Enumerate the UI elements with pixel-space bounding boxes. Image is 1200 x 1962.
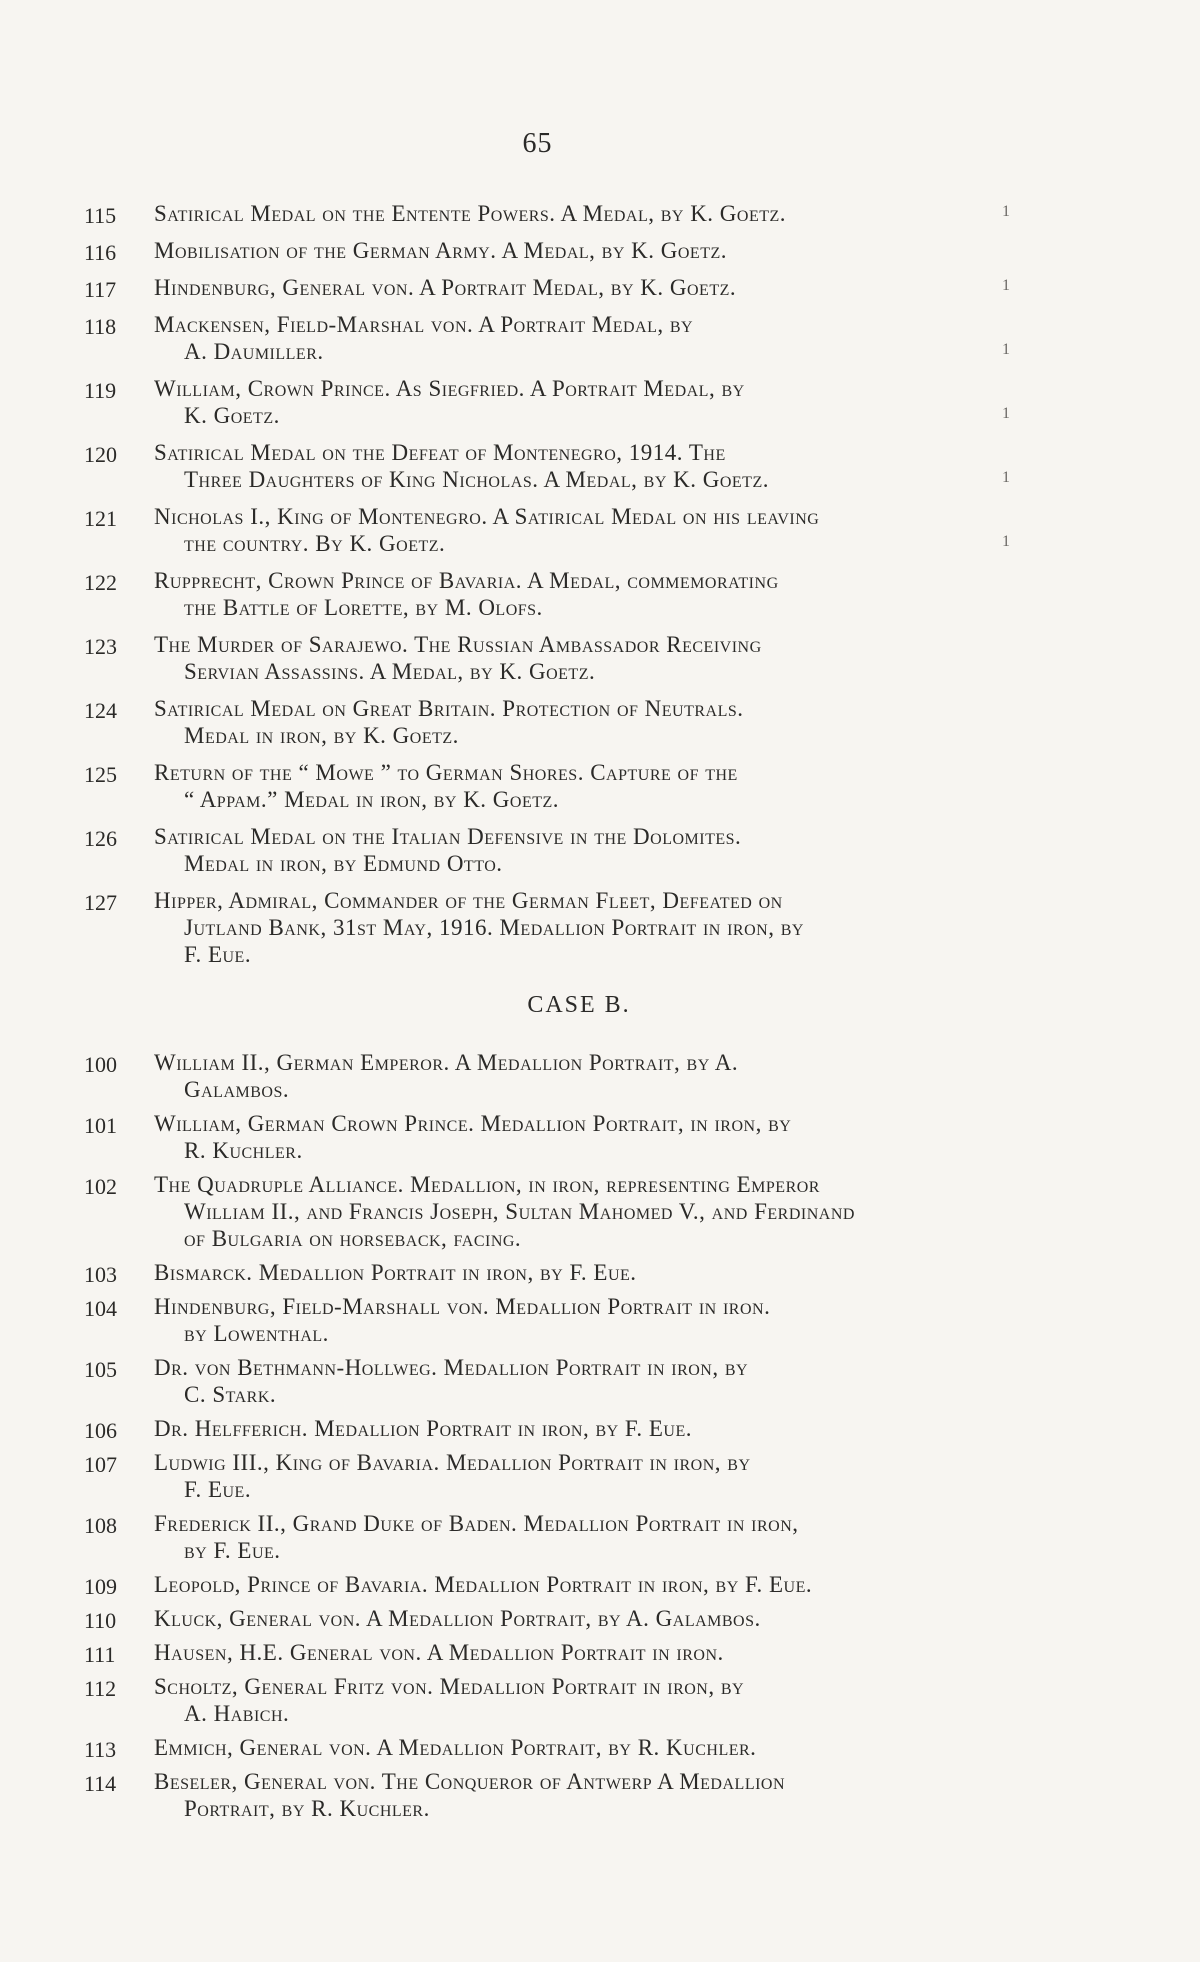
entry-line: the Battle of Lorette, by M. Olofs. xyxy=(184,595,543,620)
entry-number: 117 xyxy=(84,277,117,302)
margin-mark: 1 xyxy=(1002,341,1010,358)
entry-line: Dr. von Bethmann-Hollweg. Medallion Portrait in iron, by xyxy=(154,1355,749,1380)
entry-number: 100 xyxy=(84,1052,117,1077)
entry-line: A. Daumiller. xyxy=(184,339,324,364)
entry-line: “ Appam.” Medal in iron, by K. Goetz. xyxy=(184,787,560,812)
entry-description xyxy=(154,695,1004,749)
catalogue-entry xyxy=(84,631,1004,685)
catalogue-entry xyxy=(84,503,1010,557)
catalogue-entry xyxy=(84,311,1010,365)
catalogue-entry xyxy=(84,823,1004,877)
entry-line: Ludwig III., King of Bavaria. Medallion Portrait in iron, by xyxy=(154,1450,751,1475)
entry-number: 123 xyxy=(84,634,117,659)
entry-number: 126 xyxy=(84,826,117,851)
entry-number: 104 xyxy=(84,1296,117,1321)
entry-line: Servian Assassins. A Medal, by K. Goetz. xyxy=(184,659,596,684)
entry-description xyxy=(154,1734,1004,1761)
page-number: 65 xyxy=(522,128,553,159)
entry-line: Mobilisation of the German Army. A Medal, by K. Goetz. xyxy=(154,238,727,263)
entry-number: 112 xyxy=(84,1676,117,1701)
entry-number: 115 xyxy=(84,203,117,228)
entry-number: 121 xyxy=(84,506,117,531)
catalogue-entry xyxy=(84,695,1004,749)
entry-line: William, Crown Prince. As Siegfried. A Portrait Medal, by xyxy=(154,376,745,401)
margin-mark: 1 xyxy=(1002,469,1010,486)
entry-description xyxy=(154,1259,1004,1286)
entry-description xyxy=(154,759,1004,813)
entry-description xyxy=(154,823,1004,877)
catalogue-entry xyxy=(84,1734,1004,1761)
entry-description xyxy=(154,1449,1004,1503)
catalogue-entry xyxy=(84,1605,1004,1632)
entry-line: William, German Crown Prince. Medallion Portrait, in iron, by xyxy=(154,1111,792,1136)
entry-number: 106 xyxy=(84,1418,117,1443)
catalogue-entry xyxy=(84,1171,1004,1252)
entry-number: 124 xyxy=(84,698,117,723)
entry-line: William II., and Francis Joseph, Sultan Mahomed V., and Ferdinand xyxy=(184,1199,855,1224)
case-b-list xyxy=(84,1049,1004,1822)
entry-number: 103 xyxy=(84,1262,117,1287)
entry-description xyxy=(154,1639,1004,1666)
entry-line: Hipper, Admiral, Commander of the German Fleet, Defeated on xyxy=(154,888,783,913)
entry-number: 108 xyxy=(84,1513,117,1538)
entry-line: by F. Eue. xyxy=(184,1538,281,1563)
catalogue-entry xyxy=(84,375,1010,429)
catalogue-entry xyxy=(84,1571,1004,1598)
entry-description xyxy=(154,1571,1004,1598)
entry-line: Hindenburg, General von. A Portrait Medal, by K. Goetz. xyxy=(154,275,737,300)
catalogue-entry xyxy=(84,1354,1004,1408)
entry-number: 125 xyxy=(84,762,117,787)
entry-description xyxy=(154,200,1004,227)
entry-description xyxy=(154,375,1004,429)
entry-line: Dr. Helfferich. Medallion Portrait in iron, by F. Eue. xyxy=(154,1416,693,1441)
catalogue-entry xyxy=(84,1259,1004,1286)
catalogue-entry xyxy=(84,1639,1004,1666)
entry-line: F. Eue. xyxy=(184,942,252,967)
entry-line: R. Kuchler. xyxy=(184,1138,303,1163)
margin-mark: 1 xyxy=(1002,405,1010,422)
entry-description xyxy=(154,311,1004,365)
entry-line: Mackensen, Field-Marshal von. A Portrait Medal, by xyxy=(154,312,694,337)
entry-description xyxy=(154,1510,1004,1564)
catalogue-entry xyxy=(84,1449,1004,1503)
catalogue-entry xyxy=(84,237,1004,264)
catalogue-entries xyxy=(84,200,1010,1829)
catalogue-entry xyxy=(84,1510,1004,1564)
entry-description xyxy=(154,1768,1004,1822)
entry-description xyxy=(154,237,1004,264)
entry-description xyxy=(154,1605,1004,1632)
entry-line: Medal in iron, by Edmund Otto. xyxy=(184,851,503,876)
catalogue-entry xyxy=(84,1049,1004,1103)
entry-description xyxy=(154,439,1004,493)
entry-number: 101 xyxy=(84,1113,117,1138)
entry-line: Hindenburg, Field-Marshall von. Medallion Portrait in iron. xyxy=(154,1294,771,1319)
entry-number: 110 xyxy=(84,1608,117,1633)
entry-description xyxy=(154,1110,1004,1164)
entry-line: Kluck, General von. A Medallion Portrait, by A. Galambos. xyxy=(154,1606,761,1631)
catalogue-entry xyxy=(84,200,1010,228)
entry-line: K. Goetz. xyxy=(184,403,280,428)
entry-line: Galambos. xyxy=(184,1077,290,1102)
entry-line: Bismarck. Medallion Portrait in iron, by F. Eue. xyxy=(154,1260,637,1285)
catalogue-entry xyxy=(84,759,1004,813)
entry-description xyxy=(154,1354,1004,1408)
margin-mark: 1 xyxy=(1002,203,1010,220)
entry-description xyxy=(154,1673,1004,1727)
entry-line: the country. By K. Goetz. xyxy=(184,531,446,556)
entry-number: 120 xyxy=(84,442,117,467)
entry-line: The Quadruple Alliance. Medallion, in iron, representing Emperor xyxy=(154,1172,820,1197)
entry-description xyxy=(154,631,1004,685)
entry-line: The Murder of Sarajewo. The Russian Ambassador Receiving xyxy=(154,632,762,657)
margin-mark: 1 xyxy=(1002,277,1010,294)
entry-line: Medal in iron, by K. Goetz. xyxy=(184,723,459,748)
entry-line: Satirical Medal on the Entente Powers. A Medal, by K. Goetz. xyxy=(154,201,787,226)
entry-description xyxy=(154,1171,1004,1252)
entry-number: 109 xyxy=(84,1574,117,1599)
entry-line: of Bulgaria on horseback, facing. xyxy=(184,1226,522,1251)
catalogue-entry xyxy=(84,1110,1004,1164)
entry-number: 127 xyxy=(84,890,117,915)
entry-line: Emmich, General von. A Medallion Portrait, by R. Kuchler. xyxy=(154,1735,757,1760)
entry-number: 107 xyxy=(84,1452,117,1477)
catalogue-entry xyxy=(84,1768,1004,1822)
entry-description xyxy=(154,1049,1004,1103)
entry-line: Nicholas I., King of Montenegro. A Satirical Medal on his leaving xyxy=(154,504,820,529)
catalogue-entry xyxy=(84,567,1004,621)
catalogue-entry xyxy=(84,439,1010,493)
entry-line: A. Habich. xyxy=(184,1701,290,1726)
catalogue-entry xyxy=(84,887,1004,968)
catalogue-entry xyxy=(84,1415,1004,1442)
entry-description xyxy=(154,567,1004,621)
entry-line: Frederick II., Grand Duke of Baden. Medallion Portrait in iron, xyxy=(154,1511,799,1536)
catalogue-entry xyxy=(84,1673,1004,1727)
entry-number: 119 xyxy=(84,378,117,403)
entry-number: 111 xyxy=(84,1642,116,1667)
entry-description xyxy=(154,503,1004,557)
catalogue-entry xyxy=(84,1293,1004,1347)
entry-number: 116 xyxy=(84,240,117,265)
entry-line: William II., German Emperor. A Medallion Portrait, by A. xyxy=(154,1050,739,1075)
catalogue-entry xyxy=(84,274,1010,302)
case-a-list xyxy=(84,200,1010,968)
entry-number: 118 xyxy=(84,314,117,339)
margin-mark: 1 xyxy=(1002,533,1010,550)
entry-number: 122 xyxy=(84,570,117,595)
entry-line: Scholtz, General Fritz von. Medallion Portrait in iron, by xyxy=(154,1674,745,1699)
entry-line: Return of the “ Mowe ” to German Shores. Capture of the xyxy=(154,760,738,785)
entry-line: F. Eue. xyxy=(184,1477,252,1502)
case-b-heading: CASE B. xyxy=(527,992,631,1018)
entry-number: 105 xyxy=(84,1357,117,1382)
entry-line: Hausen, H.E. General von. A Medallion Portrait in iron. xyxy=(154,1640,724,1665)
entry-number: 113 xyxy=(84,1737,117,1762)
entry-line: Leopold, Prince of Bavaria. Medallion Portrait in iron, by F. Eue. xyxy=(154,1572,813,1597)
entry-description xyxy=(154,1415,1004,1442)
entry-line: Portrait, by R. Kuchler. xyxy=(184,1796,430,1821)
entry-number: 102 xyxy=(84,1174,117,1199)
entry-line: Satirical Medal on the Defeat of Montenegro, 1914. The xyxy=(154,440,726,465)
entry-description xyxy=(154,274,1004,301)
entry-line: by Lowenthal. xyxy=(184,1321,329,1346)
entry-line: Rupprecht, Crown Prince of Bavaria. A Medal, commemorating xyxy=(154,568,779,593)
entry-line: Beseler, General von. The Conqueror of Antwerp A Medallion xyxy=(154,1769,786,1794)
entry-description xyxy=(154,1293,1004,1347)
entry-line: Satirical Medal on the Italian Defensive in the Dolomites. xyxy=(154,824,742,849)
entry-line: Jutland Bank, 31st May, 1916. Medallion Portrait in iron, by xyxy=(184,915,804,940)
entry-description xyxy=(154,887,1004,968)
entry-line: C. Stark. xyxy=(184,1382,277,1407)
entry-number: 114 xyxy=(84,1771,117,1796)
entry-line: Satirical Medal on Great Britain. Protection of Neutrals. xyxy=(154,696,744,721)
entry-line: Three Daughters of King Nicholas. A Medal, by K. Goetz. xyxy=(184,467,769,492)
